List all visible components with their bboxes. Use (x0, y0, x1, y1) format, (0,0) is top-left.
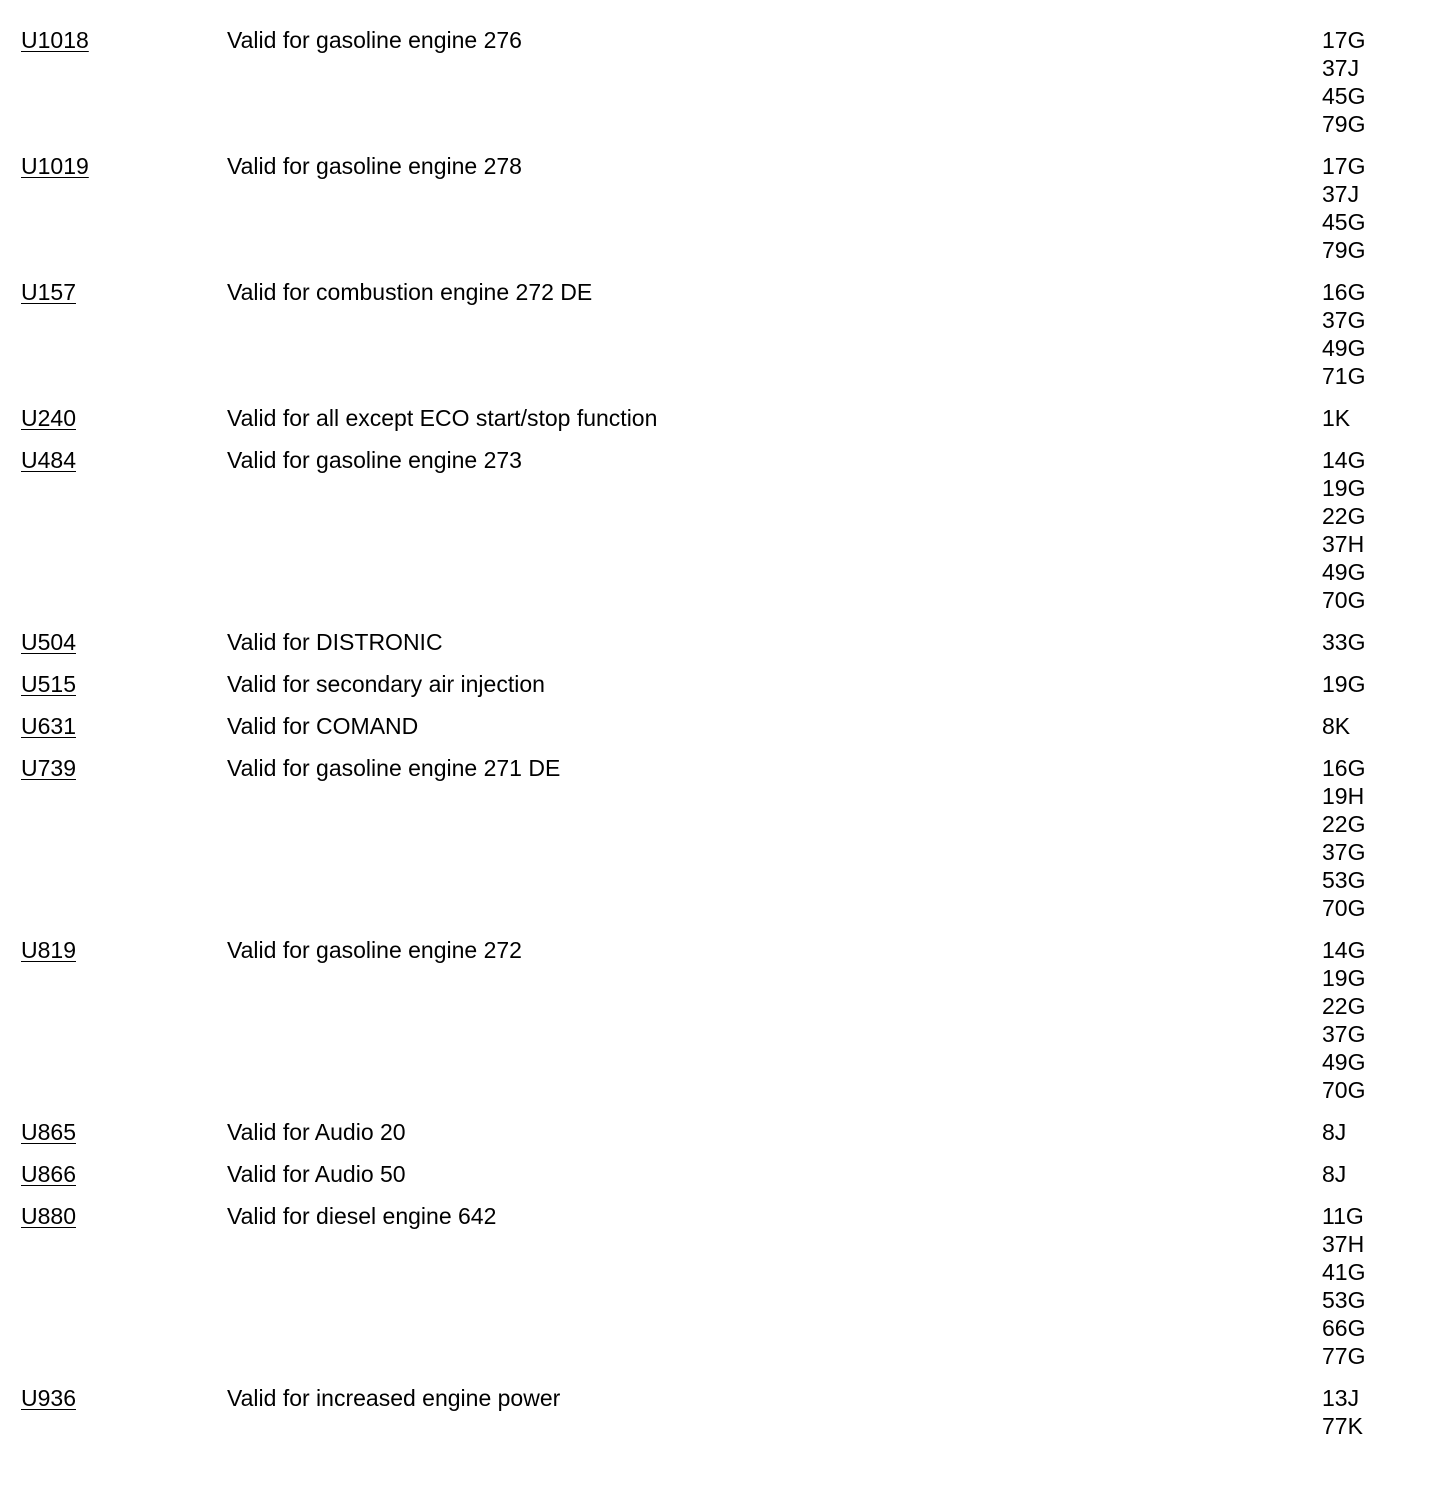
grid-location: 22G (1322, 811, 1366, 837)
grid-location: 37J (1322, 181, 1360, 207)
description-text: Valid for secondary air injection (227, 671, 545, 697)
code-link[interactable]: U515 (21, 671, 76, 697)
grid-location: 49G (1322, 1049, 1366, 1075)
code-cell (0, 446, 227, 474)
code-link[interactable]: U631 (21, 713, 76, 739)
grid-location-list (1322, 446, 1440, 614)
list-item (0, 278, 1440, 390)
grid-location: 45G (1322, 83, 1366, 109)
code-cell (0, 404, 227, 432)
grid-location-list (1322, 1118, 1440, 1146)
grid-location: 8J (1322, 1119, 1347, 1145)
grid-location: 14G (1322, 447, 1366, 473)
grid-location: 66G (1322, 1315, 1366, 1341)
grid-location-list (1322, 1202, 1440, 1370)
grid-location: 19H (1322, 783, 1365, 809)
description-text: Valid for all except ECO start/stop function (227, 405, 658, 431)
list-item (0, 628, 1440, 656)
description-text: Valid for diesel engine 642 (227, 1203, 497, 1229)
grid-location: 17G (1322, 153, 1366, 179)
code-link[interactable]: U504 (21, 629, 76, 655)
grid-location-list (1322, 712, 1440, 740)
code-cell (0, 670, 227, 698)
grid-location: 49G (1322, 559, 1366, 585)
grid-location: 45G (1322, 209, 1366, 235)
list-item (0, 936, 1440, 1104)
grid-location: 17G (1322, 27, 1366, 53)
description-text: Valid for combustion engine 272 DE (227, 279, 593, 305)
grid-location: 53G (1322, 1287, 1366, 1313)
grid-location: 70G (1322, 895, 1366, 921)
description-text: Valid for gasoline engine 272 (227, 937, 522, 963)
description-text: Valid for gasoline engine 276 (227, 27, 522, 53)
grid-location: 33G (1322, 629, 1366, 655)
grid-location: 16G (1322, 755, 1366, 781)
grid-location: 8J (1322, 1161, 1347, 1187)
grid-location: 37H (1322, 1231, 1365, 1257)
code-cell (0, 1118, 227, 1146)
grid-location-list (1322, 670, 1440, 698)
grid-location-list (1322, 754, 1440, 922)
grid-location-list (1322, 936, 1440, 1104)
grid-location: 41G (1322, 1259, 1366, 1285)
list-item (0, 712, 1440, 740)
list-item (0, 670, 1440, 698)
code-link[interactable]: U819 (21, 937, 76, 963)
grid-location: 37J (1322, 55, 1360, 81)
grid-location: 37G (1322, 1021, 1366, 1047)
grid-location: 11G (1322, 1203, 1364, 1229)
code-link[interactable]: U1018 (21, 27, 89, 53)
grid-location: 71G (1322, 363, 1366, 389)
list-item (0, 152, 1440, 264)
grid-location-list (1322, 278, 1440, 390)
code-link[interactable]: U240 (21, 405, 76, 431)
grid-location: 19G (1322, 475, 1366, 501)
description-text: Valid for Audio 50 (227, 1161, 406, 1187)
grid-location: 79G (1322, 111, 1366, 137)
description-text: Valid for gasoline engine 271 DE (227, 755, 561, 781)
grid-location-list (1322, 628, 1440, 656)
list-item (0, 1160, 1440, 1188)
code-cell (0, 1202, 227, 1230)
description-text: Valid for gasoline engine 273 (227, 447, 522, 473)
grid-location: 22G (1322, 993, 1366, 1019)
grid-location-list (1322, 1160, 1440, 1188)
description-text: Valid for Audio 20 (227, 1119, 406, 1145)
code-link[interactable]: U739 (21, 755, 76, 781)
description-text: Valid for DISTRONIC (227, 629, 443, 655)
code-link[interactable]: U1019 (21, 153, 89, 179)
validity-code-list (0, 26, 1440, 1454)
grid-location: 8K (1322, 713, 1351, 739)
grid-location: 77K (1322, 1413, 1363, 1439)
description-text: Valid for increased engine power (227, 1385, 561, 1411)
code-link[interactable]: U936 (21, 1385, 76, 1411)
description-text: Valid for COMAND (227, 713, 419, 739)
code-link[interactable]: U866 (21, 1161, 76, 1187)
list-item (0, 1384, 1440, 1440)
grid-location: 19G (1322, 671, 1366, 697)
code-cell (0, 1384, 227, 1412)
grid-location: 1K (1322, 405, 1351, 431)
code-link[interactable]: U865 (21, 1119, 76, 1145)
code-cell (0, 712, 227, 740)
grid-location-list (1322, 404, 1440, 432)
description-text: Valid for gasoline engine 278 (227, 153, 522, 179)
code-link[interactable]: U484 (21, 447, 76, 473)
grid-location: 79G (1322, 237, 1366, 263)
code-cell (0, 1160, 227, 1188)
code-cell (0, 278, 227, 306)
grid-location: 13J (1322, 1385, 1360, 1411)
code-cell (0, 628, 227, 656)
grid-location: 37H (1322, 531, 1365, 557)
grid-location: 37G (1322, 839, 1366, 865)
grid-location: 49G (1322, 335, 1366, 361)
grid-location: 53G (1322, 867, 1366, 893)
code-cell (0, 152, 227, 180)
list-item (0, 26, 1440, 138)
code-cell (0, 26, 227, 54)
grid-location-list (1322, 152, 1440, 264)
grid-location: 19G (1322, 965, 1366, 991)
grid-location: 14G (1322, 937, 1366, 963)
code-link[interactable]: U157 (21, 279, 76, 305)
list-item (0, 1202, 1440, 1370)
list-item (0, 446, 1440, 614)
code-cell (0, 936, 227, 964)
list-item (0, 754, 1440, 922)
grid-location-list (1322, 26, 1440, 138)
grid-location: 70G (1322, 1077, 1366, 1103)
list-item (0, 404, 1440, 432)
grid-location: 22G (1322, 503, 1366, 529)
grid-location: 37G (1322, 307, 1366, 333)
code-link[interactable]: U880 (21, 1203, 76, 1229)
grid-location: 77G (1322, 1343, 1366, 1369)
code-cell (0, 754, 227, 782)
grid-location: 70G (1322, 587, 1366, 613)
list-item (0, 1118, 1440, 1146)
grid-location: 16G (1322, 279, 1366, 305)
grid-location-list (1322, 1384, 1440, 1440)
